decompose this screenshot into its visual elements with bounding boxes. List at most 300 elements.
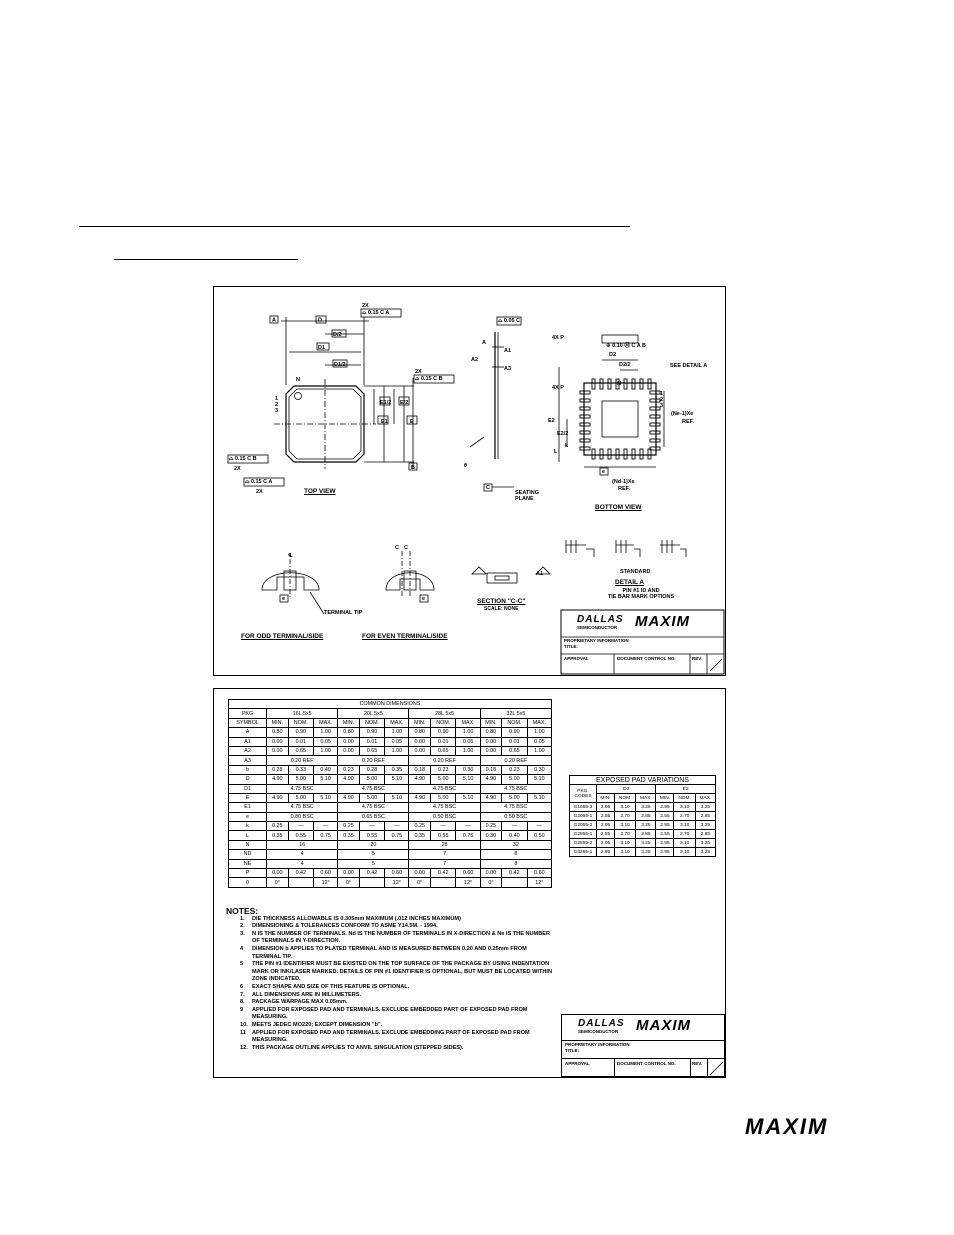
sub-header: MAX.	[527, 718, 551, 727]
svg-text:D: D	[318, 317, 322, 324]
pad-cell: 2.85	[636, 812, 656, 821]
svg-text:2X: 2X	[234, 466, 241, 472]
symbol-label: SYMBOL	[229, 718, 267, 727]
dims-cell: 5.10	[527, 793, 551, 802]
note-number: 12.	[240, 1044, 248, 1051]
dims-cell: 0.20 REF	[338, 756, 409, 765]
rev-field: REV.	[692, 1061, 703, 1066]
common-dims-caption: COMMON DIMENSIONS	[229, 700, 552, 709]
note-text: PACKAGE WARPAGE MAX 0.05mm.	[252, 999, 348, 1006]
dims-cell: 0.00	[480, 737, 502, 746]
dims-row	[229, 878, 552, 887]
dims-row	[229, 746, 552, 755]
pad-cell: 3.25	[636, 803, 656, 812]
common-dimensions-table	[228, 699, 552, 888]
d2-header: D2	[597, 785, 656, 794]
dims-symbol: E	[229, 793, 267, 802]
dallas-logo: DALLAS	[578, 1018, 625, 1029]
dims-cell	[288, 878, 314, 887]
dims-cell: 0.01	[359, 737, 385, 746]
dims-cell: 0.65	[288, 746, 314, 755]
dims-cell	[502, 878, 528, 887]
dims-cell: 0.33	[288, 765, 314, 774]
bottom-view-label: BOTTOM VIEW	[595, 504, 642, 511]
dims-cell: 4.90	[480, 793, 502, 802]
svg-text:℄: ℄	[288, 553, 293, 559]
svg-text:2X: 2X	[256, 489, 263, 495]
sub-header: MIN.	[267, 718, 289, 727]
dims-cell: 4.90	[409, 793, 431, 802]
pad-sub: NOM.	[674, 794, 695, 803]
dims-cell: 4.75 BSC	[338, 803, 409, 812]
dims-cell: 20	[338, 840, 409, 849]
note-text: EXACT SHAPE AND SIZE OF THIS FEATURE IS OPTIONAL.	[252, 983, 410, 990]
dims-row	[229, 840, 552, 849]
scale-label: SCALE: NONE	[484, 606, 519, 612]
svg-text:⌓ 0.05 C: ⌓ 0.05 C	[498, 318, 521, 324]
note-number: 2.	[240, 923, 245, 930]
dims-cell: 0.80 BSC	[267, 812, 338, 821]
pad-cell: 2.55	[597, 830, 615, 839]
dims-cell: 0.60	[385, 869, 409, 878]
notes-section	[226, 908, 556, 1052]
dims-cell: 0.90	[359, 728, 385, 737]
pkg-label: PKG	[229, 709, 267, 718]
pkg-header: 20L 5x5	[338, 709, 409, 718]
dims-cell: 0.50	[527, 831, 551, 840]
note-text: DIMENSION b APPLIES TO PLATED TERMINAL AND IS MEASURED BETWEEN 0.20 AND 0.25mm FROM TERMINAL TIP.	[252, 945, 527, 960]
svg-text:e: e	[602, 469, 606, 475]
note-number: 1.	[240, 915, 245, 922]
svg-text:REF.: REF.	[618, 486, 630, 492]
dims-cell: 0.23	[430, 765, 456, 774]
section-label: SECTION "C-C"	[477, 598, 526, 605]
svg-text:⌓ 0.15 C B: ⌓ 0.15 C B	[415, 376, 443, 382]
pad-cell: 3.10	[615, 848, 636, 857]
note-text: DIMENSIONING & TOLERANCES CONFORM TO ASME Y14.5M. - 1994.	[252, 923, 438, 930]
dims-row	[229, 775, 552, 784]
dims-cell: 0.30	[527, 765, 551, 774]
dims-cell: —	[288, 822, 314, 831]
sub-header: MIN.	[409, 718, 431, 727]
note-item	[226, 999, 556, 1007]
dims-cell: 0.42	[288, 869, 314, 878]
pad-cell: 2.85	[695, 812, 715, 821]
proprietary-text: PROPRIETARY INFORMATION	[565, 1042, 630, 1047]
pad-caption: EXPOSED PAD VARIATIONS	[570, 776, 716, 785]
note-number: 5	[240, 961, 244, 968]
svg-text:4X P: 4X P	[552, 385, 564, 391]
svg-text:E: E	[410, 419, 414, 425]
dims-symbol: ND	[229, 850, 267, 859]
note-item	[226, 984, 556, 992]
dims-cell: 5.00	[430, 793, 456, 802]
pad-cell: 2.70	[674, 830, 695, 839]
svg-text:θ: θ	[464, 463, 467, 469]
note-number: 11	[240, 1029, 246, 1036]
note-item	[226, 916, 556, 924]
pkg-codes-label: PKG. CODES	[570, 785, 597, 803]
pad-cell: 3.25	[636, 839, 656, 848]
dims-cell: 0.80	[409, 728, 431, 737]
dims-cell: 4.90	[480, 775, 502, 784]
dims-cell: 0.01	[288, 737, 314, 746]
note-text: THIS PACKAGE OUTLINE APPLIES TO ANVIL SINGULATION (STEPPED SIDES).	[252, 1044, 464, 1051]
title-field: TITLE:	[565, 1048, 579, 1053]
dims-row	[229, 822, 552, 831]
dims-symbol: A3	[229, 756, 267, 765]
pad-row	[570, 830, 716, 839]
dims-cell: 0°	[480, 878, 502, 887]
pad-sub: MIN.	[597, 794, 615, 803]
dims-cell: 5.00	[288, 793, 314, 802]
svg-text:1: 1	[275, 396, 279, 402]
dims-cell: 0.75	[385, 831, 409, 840]
dims-cell: 12°	[314, 878, 338, 887]
dims-cell: 0.75	[456, 831, 480, 840]
svg-text:C: C	[486, 485, 490, 491]
dims-cell: 0.50 BSC	[480, 812, 551, 821]
svg-text:N: N	[296, 377, 300, 383]
pad-cell: 2.70	[615, 830, 636, 839]
note-item	[226, 1030, 556, 1045]
svg-text:E/2: E/2	[400, 400, 409, 406]
dims-row	[229, 812, 552, 821]
pad-cell: 2.95	[656, 848, 674, 857]
dims-cell: 0.60	[314, 869, 338, 878]
svg-text:C: C	[395, 545, 399, 551]
svg-text:1: 1	[660, 391, 664, 397]
note-item	[226, 946, 556, 961]
pkg-header: 16L 5x5	[267, 709, 338, 718]
svg-text:A3: A3	[504, 366, 512, 372]
pad-cell: 3.10	[674, 821, 695, 830]
dims-cell: 0.25	[267, 822, 289, 831]
title-field: TITLE:	[564, 644, 578, 649]
dims-symbol: A	[229, 728, 267, 737]
dims-row	[229, 793, 552, 802]
dims-cell: 0.23	[338, 765, 360, 774]
svg-text:e: e	[282, 596, 286, 602]
dims-cell: 1.00	[456, 728, 480, 737]
tb-col	[690, 1058, 691, 1078]
note-number: 4	[240, 945, 244, 952]
dims-cell: 0.00	[338, 737, 360, 746]
dims-symbol: k	[229, 822, 267, 831]
odd-terminal-label: FOR ODD TERMINAL/SIDE	[241, 633, 324, 640]
note-number: 6	[240, 983, 244, 990]
rev-slash	[708, 1059, 726, 1077]
dims-cell: 12°	[456, 878, 480, 887]
pad-code: G2055-2	[570, 821, 597, 830]
pad-code: G2855-2	[570, 839, 597, 848]
pad-row	[570, 803, 716, 812]
dims-cell: 0.55	[430, 831, 456, 840]
approval-field: APPROVAL	[564, 656, 589, 661]
dims-cell: 0.90	[430, 728, 456, 737]
terminal-tip-label: TERMINAL TIP	[324, 610, 363, 616]
proprietary-text: PROPRIETARY INFORMATION	[564, 638, 629, 643]
pad-row	[570, 848, 716, 857]
dims-cell: 28	[409, 840, 480, 849]
dims-cell: 4.90	[267, 793, 289, 802]
svg-text:⌓ 0.15 C A: ⌓ 0.15 C A	[362, 310, 390, 316]
dims-row	[229, 859, 552, 868]
dims-cell: 0.55	[359, 831, 385, 840]
svg-text:D1/2: D1/2	[334, 362, 346, 368]
sub-header: MIN.	[480, 718, 502, 727]
pad-cell: 3.25	[695, 803, 715, 812]
note-item	[226, 1007, 556, 1022]
pad-cell: 3.25	[695, 848, 715, 857]
dims-row	[229, 728, 552, 737]
dims-cell: 0°	[267, 878, 289, 887]
dims-cell: 5.00	[359, 793, 385, 802]
svg-text:⌓ 0.15 C B: ⌓ 0.15 C B	[229, 456, 257, 462]
dims-cell: 1.00	[527, 728, 551, 737]
dims-cell: 4.75 BSC	[267, 784, 338, 793]
sub-header: MIN.	[338, 718, 360, 727]
dims-symbol: b	[229, 765, 267, 774]
dims-cell: 0.18	[409, 765, 431, 774]
svg-text:2X: 2X	[415, 369, 422, 375]
dims-cell: 0.00	[338, 746, 360, 755]
dims-cell: 4.90	[267, 775, 289, 784]
dims-cell: 5.10	[314, 775, 338, 784]
maxim-logo: MAXIM	[636, 1017, 691, 1034]
pad-cell: 2.95	[656, 821, 674, 830]
dims-row	[229, 850, 552, 859]
dims-cell: 0.00	[409, 869, 431, 878]
note-number: 7.	[240, 991, 245, 998]
dims-cell: 1.00	[456, 746, 480, 755]
title-block-logo	[565, 613, 723, 635]
dims-symbol: D1	[229, 784, 267, 793]
dims-cell: 0.01	[430, 737, 456, 746]
dims-cell: 0.05	[456, 737, 480, 746]
dims-symbol: θ	[229, 878, 267, 887]
dims-cell: 12°	[527, 878, 551, 887]
pad-cell: 2.85	[636, 830, 656, 839]
dims-cell: 0.30	[480, 831, 502, 840]
sub-header: NOM.	[288, 718, 314, 727]
dims-cell: 1.00	[527, 746, 551, 755]
dims-row	[229, 869, 552, 878]
pad-cell: 3.10	[674, 848, 695, 857]
dims-cell: 0.28	[359, 765, 385, 774]
seating-text: SEATING	[515, 490, 540, 496]
svg-text:2: 2	[660, 397, 664, 403]
dims-cell: 7	[409, 859, 480, 868]
dims-cell: 4.90	[338, 793, 360, 802]
dims-cell: 0.35	[338, 831, 360, 840]
pad-cell: 2.95	[597, 848, 615, 857]
dims-cell: —	[527, 822, 551, 831]
svg-text:A1: A1	[536, 571, 544, 577]
approval-field: APPROVAL	[565, 1061, 590, 1066]
svg-text:D/2: D/2	[333, 332, 342, 338]
dims-cell: 0°	[409, 878, 431, 887]
svg-text:N: N	[617, 381, 621, 387]
dims-cell: 0.00	[480, 869, 502, 878]
tb-divider	[562, 1058, 724, 1059]
pad-cell: 2.55	[656, 812, 674, 821]
detail-a-label: DETAIL A	[615, 579, 645, 586]
note-number: 10.	[240, 1021, 248, 1028]
pad-cell: 2.95	[597, 803, 615, 812]
note-text: THE PIN #1 IDENTIFIER MUST BE EXISTED ON THE TOP SURFACE OF THE PACKAGE BY USING INDENTATION MARK OR INK/LASER MARKED. DETAILS OF PIN #1 IDENTIFIER IS OPTIONAL, BUT MUST BE LOCATED WITHIN ZONE INDICATED.	[252, 961, 552, 983]
dims-cell: 0.80	[480, 728, 502, 737]
pad-code: G2855-1	[570, 830, 597, 839]
dimensions-sheet	[213, 688, 726, 1078]
note-item	[226, 1045, 556, 1053]
dims-cell: 0.25	[338, 822, 360, 831]
dims-cell: 0.00	[267, 746, 289, 755]
dims-cell: 0.42	[502, 869, 528, 878]
dims-cell: 0.60	[527, 869, 551, 878]
dims-cell: 0.00	[409, 746, 431, 755]
pad-row	[570, 839, 716, 848]
dims-symbol: A2	[229, 746, 267, 755]
dims-cell: 0.30	[456, 765, 480, 774]
pad-code: G2055-1	[570, 812, 597, 821]
dims-cell: 0.00	[267, 737, 289, 746]
dims-row	[229, 831, 552, 840]
dims-cell: 5.00	[502, 775, 528, 784]
svg-text:D2: D2	[609, 352, 617, 358]
dims-cell: 0.80	[338, 728, 360, 737]
dims-cell: 0.05	[385, 737, 409, 746]
dims-cell: 5.10	[385, 775, 409, 784]
pad-code: G1655-3	[570, 803, 597, 812]
pkg-header: 32L 5x5	[480, 709, 551, 718]
note-text: N IS THE NUMBER OF TERMINALS. Nd IS THE NUMBER OF TERMINALS IN X-DIRECTION & Ne IS THE NUMBER OF TERMINALS IN Y-DIRECTION.	[252, 930, 551, 945]
dims-cell: 5.10	[456, 775, 480, 784]
svg-text:4X P: 4X P	[552, 335, 564, 341]
note-item	[226, 992, 556, 1000]
dims-cell: 0.42	[430, 869, 456, 878]
svg-text:(Ne-1)Xe: (Ne-1)Xe	[671, 411, 694, 417]
dims-cell: 4.75 BSC	[409, 784, 480, 793]
pad-cell: 2.85	[695, 830, 715, 839]
note-item	[226, 931, 556, 946]
dims-cell: 16	[267, 840, 338, 849]
seating-label	[515, 490, 539, 502]
dims-cell: 1.00	[314, 728, 338, 737]
pad-cell: 3.25	[636, 848, 656, 857]
dims-cell: 0.35	[267, 831, 289, 840]
plane-text: PLANE	[515, 496, 534, 502]
svg-text:A1: A1	[504, 348, 512, 354]
dims-cell: 32	[480, 840, 551, 849]
svg-text:3: 3	[275, 408, 279, 414]
pad-cell: 2.95	[597, 821, 615, 830]
dims-cell: 4.75 BSC	[480, 784, 551, 793]
dims-cell: 0.18	[480, 765, 502, 774]
svg-text:D1: D1	[318, 345, 326, 351]
dims-cell: 5.00	[288, 775, 314, 784]
dims-cell: 0.90	[502, 728, 528, 737]
dims-row	[229, 737, 552, 746]
dims-cell: 5	[338, 859, 409, 868]
svg-text:A: A	[482, 340, 486, 346]
header-rule-long	[79, 226, 630, 227]
dims-cell: 0.90	[288, 728, 314, 737]
note-number: 3.	[240, 930, 245, 937]
pad-cell: 3.10	[674, 839, 695, 848]
dims-symbol: A1	[229, 737, 267, 746]
dims-cell: 1.00	[385, 728, 409, 737]
svg-text:k: k	[565, 443, 569, 449]
dims-cell: 1.00	[314, 746, 338, 755]
dims-cell: 5.00	[430, 775, 456, 784]
pkg-header: 28L 5x5	[409, 709, 480, 718]
dims-cell	[430, 878, 456, 887]
dims-cell: 0.65 BSC	[338, 812, 409, 821]
dims-cell: 4	[267, 850, 338, 859]
dims-cell: 4.90	[409, 775, 431, 784]
dims-cell: —	[359, 822, 385, 831]
pad-cell: 2.70	[674, 812, 695, 821]
dims-cell: 4.90	[338, 775, 360, 784]
dims-symbol: NE	[229, 859, 267, 868]
dims-cell: 4.75 BSC	[480, 803, 551, 812]
semiconductor-text: SEMICONDUCTOR	[577, 625, 618, 630]
e2-header: E2	[656, 785, 716, 794]
dims-cell: 5.10	[527, 775, 551, 784]
dims-cell: 0.20 REF	[267, 756, 338, 765]
note-number: 9	[240, 1006, 244, 1013]
dims-cell: 0.05	[527, 737, 551, 746]
dims-cell: —	[314, 822, 338, 831]
dims-cell: 8	[480, 850, 551, 859]
dims-cell: 0.80	[267, 728, 289, 737]
note-text: APPLIED FOR EXPOSED PAD AND TERMINALS. EXCLUDE EMBEDDING PART OF EXPOSED PAD FROM MEASURING.	[252, 1029, 530, 1044]
svg-text:E1/2: E1/2	[380, 400, 392, 406]
svg-text:⊕ 0.10 Ⓜ C A B: ⊕ 0.10 Ⓜ C A B	[606, 343, 646, 349]
dims-symbol: N	[229, 840, 267, 849]
svg-text:A2: A2	[471, 357, 479, 363]
top-view-label: TOP VIEW	[304, 488, 336, 495]
dims-cell: —	[456, 822, 480, 831]
svg-text:C: C	[404, 545, 408, 551]
pad-cell: 3.10	[615, 803, 636, 812]
dims-cell: 0.40	[314, 765, 338, 774]
note-item	[226, 961, 556, 984]
dims-symbol: E1	[229, 803, 267, 812]
dims-cell	[359, 878, 385, 887]
pad-row	[570, 821, 716, 830]
dims-cell: 4.75 BSC	[409, 803, 480, 812]
dims-cell: 0.00	[409, 737, 431, 746]
dims-cell: 0.40	[502, 831, 528, 840]
svg-text:2X: 2X	[362, 303, 369, 309]
note-text: MEETS JEDEC MO220; EXCEPT DIMENSION "b".	[252, 1021, 383, 1028]
sub-header: NOM.	[359, 718, 385, 727]
pad-cell: 3.10	[615, 839, 636, 848]
dims-cell: 12°	[385, 878, 409, 887]
dims-cell: 0.23	[502, 765, 528, 774]
header-rule-short	[114, 259, 298, 260]
sub-header: MAX.	[385, 718, 409, 727]
dims-cell: 0.75	[314, 831, 338, 840]
dims-cell: 0.28	[267, 765, 289, 774]
pad-sub: NOM.	[615, 794, 636, 803]
dims-cell: 5.10	[385, 793, 409, 802]
svg-text:3: 3	[660, 403, 664, 409]
pad-cell: 3.25	[695, 821, 715, 830]
notes-list	[226, 916, 556, 1053]
